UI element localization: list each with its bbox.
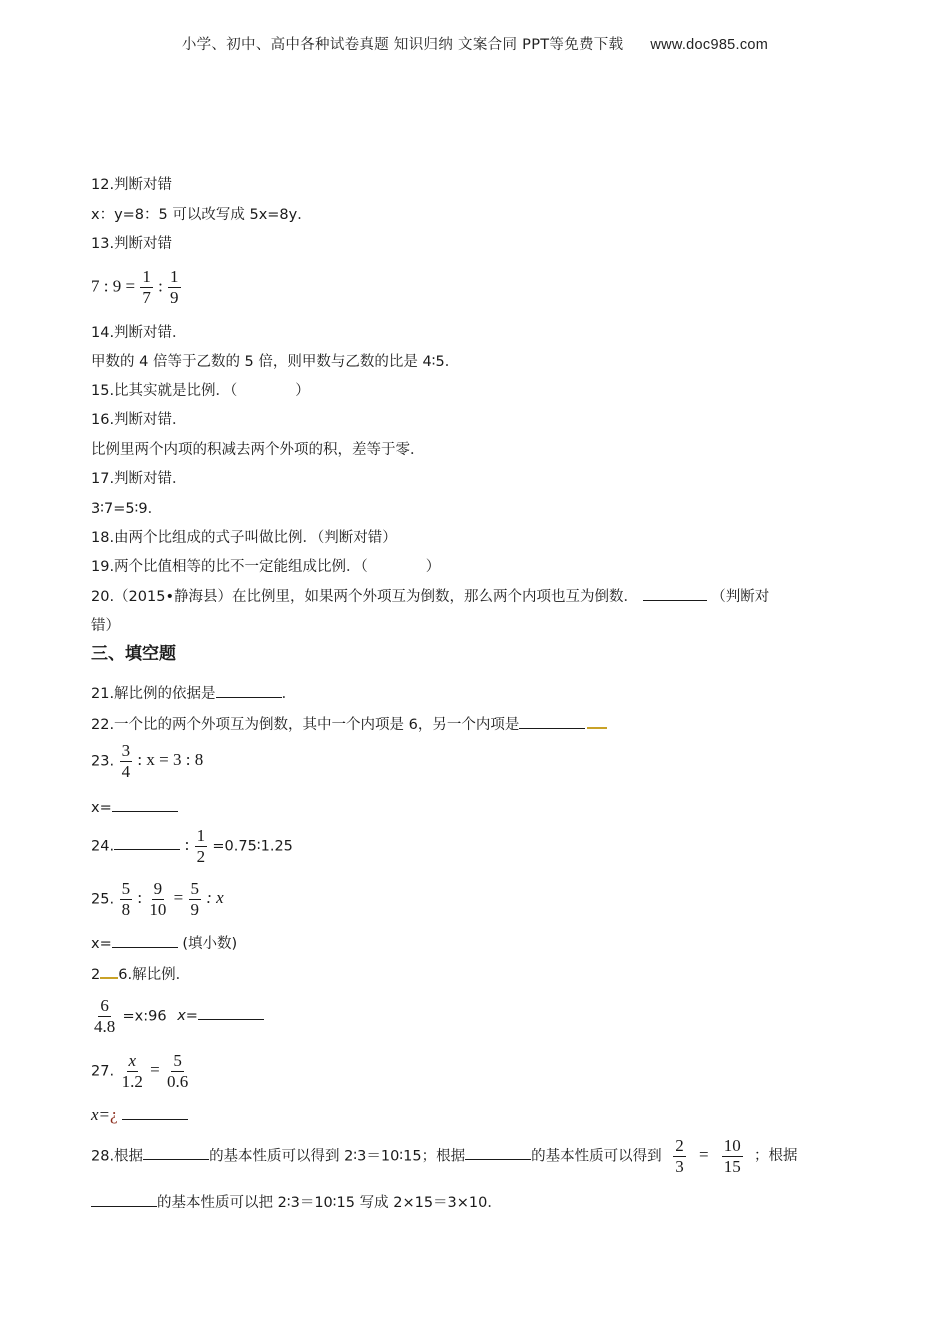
q25-answer-blank[interactable]: [112, 933, 178, 948]
q16-title: 16.判断对错．: [91, 412, 187, 428]
q14-body: 甲数的 4 倍等于乙数的 5 倍，则甲数与乙数的比是 4∶5．: [91, 354, 460, 370]
q25-answer: x= (填小数): [91, 933, 237, 954]
q24-fraction: $\frac{1}{2}$: [196, 826, 206, 866]
q21: 21.解比例的依据是 ．: [91, 683, 296, 704]
q18-text: 18.由两个比组成的式子叫做比例．（判断对错）: [91, 530, 397, 546]
q24-answer-blank[interactable]: [114, 835, 180, 850]
q24-equation: 24. : $\frac{1}{2}$ =0.75∶1.25: [91, 826, 293, 866]
page-header: [0, 33, 950, 54]
q23-fraction: $\frac{3}{4}$: [121, 741, 131, 781]
q17-body: 3∶7=5∶9．: [91, 501, 163, 517]
q13-title: 13.判断对错: [91, 236, 173, 252]
q27-fraction-2: $\frac{5}{0.6}$: [167, 1051, 189, 1091]
q12-title: 12.判断对错: [91, 177, 173, 193]
q13-lhs: 7 : 9 =: [91, 276, 136, 296]
q27-answer-blank[interactable]: [122, 1105, 188, 1120]
q14-title: 14.判断对错．: [91, 325, 187, 341]
q20-line2: 错）: [91, 618, 120, 634]
q28-blank-3[interactable]: [91, 1192, 157, 1207]
q16-body: 比例里两个内项的积减去两个外项的积，差等于零．: [91, 442, 425, 458]
q26-equation: $\frac{6}{4.8}$ =x:96 x=: [91, 996, 264, 1037]
q26-title: 2 6.解比例．: [91, 963, 190, 985]
q25-fraction-1: $\frac{5}{8}$: [121, 879, 131, 919]
section-fill-in-blank-title: 三、填空题: [91, 644, 176, 664]
q25-fraction-3: $\frac{5}{9}$: [190, 879, 199, 919]
q13-fraction-2: $\frac{1}{9}$: [170, 267, 179, 307]
q22-highlight-mark: [587, 713, 607, 729]
q22: 22.一个比的两个外项互为倒数，其中一个内项是 6，另一个内项是: [91, 713, 607, 735]
q25-fraction-2: $\frac{9}{10}$: [149, 879, 167, 919]
q27-equation: 27. $\frac{x}{1.2}$ = $\frac{5}{0.6}$: [91, 1051, 189, 1091]
q17-title: 17.判断对错．: [91, 471, 187, 487]
q21-answer-blank[interactable]: [216, 683, 282, 698]
q15-text: 15.比其实就是比例．（ ）: [91, 383, 310, 399]
q19-text: 19.两个比值相等的比不一定能组成比例．（ ）: [91, 559, 441, 575]
header-text: 小学、初中、高中各种试卷真题 知识归纳 文案合同 PPT等免费下载: [181, 37, 624, 53]
q28-blank-2[interactable]: [465, 1145, 531, 1160]
q26-highlight-mark: [100, 963, 118, 979]
q25-equation: 25. $\frac{5}{8}$ : $\frac{9}{10}$ = $\frac{5}{9}$ : x: [91, 879, 224, 919]
q26-fraction: $\frac{6}{4.8}$: [94, 996, 116, 1036]
q23-answer-blank[interactable]: [112, 797, 178, 812]
q27-inverted-question-glyph: ¿: [110, 1105, 118, 1124]
q27-answer: x=¿: [91, 1105, 188, 1126]
q28-fraction-1: $\frac{2}{3}$: [675, 1136, 684, 1176]
q13-equation: 7 : 9 = $\frac{1}{7}$ : $\frac{1}{9}$: [91, 267, 179, 307]
q12-body: x：y=8：5 可以改写成 5x=8y．: [91, 207, 312, 223]
q20-line1: 20.（2015•静海县）在比例里，如果两个外项互为倒数，那么两个内项也互为倒数． （判断对: [91, 586, 769, 607]
q20-answer-blank[interactable]: [643, 586, 707, 601]
q28-blank-1[interactable]: [143, 1145, 209, 1160]
q23-answer: x=: [91, 797, 178, 818]
q26-answer-blank[interactable]: [198, 1005, 264, 1020]
q28-line2: 的基本性质可以把 2∶3＝10∶15 写成 2×15＝3×10．: [91, 1192, 502, 1213]
q27-fraction-1: $\frac{x}{1.2}$: [121, 1051, 143, 1091]
header-url[interactable]: www.doc985.com: [650, 37, 769, 53]
q13-fraction-1: $\frac{1}{7}$: [142, 267, 151, 307]
q22-answer-blank[interactable]: [519, 714, 585, 729]
q28-fraction-2: $\frac{10}{15}$: [723, 1136, 741, 1176]
q28-line1: 28.根据 的基本性质可以得到 2∶3＝10∶15；根据 的基本性质可以得到 $\frac{2}{3}$ = $\frac{10}{15}$ ；根据: [91, 1136, 798, 1176]
q23-equation: 23. $\frac{3}{4}$ : x = 3 : 8: [91, 741, 204, 781]
